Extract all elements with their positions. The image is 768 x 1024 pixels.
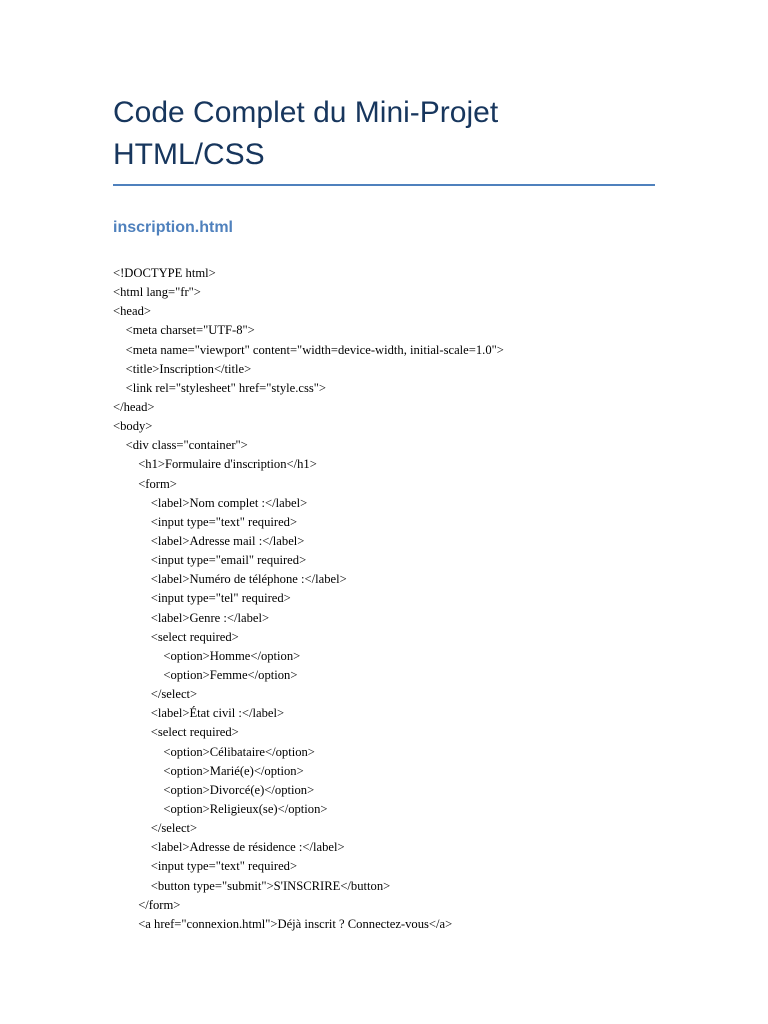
code-line: <select required> <box>113 629 239 644</box>
code-line: <label>État civil :</label> <box>113 706 285 721</box>
code-line: <label>Adresse de résidence :</label> <box>113 840 345 855</box>
code-line: </select> <box>113 821 198 836</box>
code-line: </select> <box>113 687 198 702</box>
code-line: <div class="container"> <box>113 438 248 453</box>
code-line: <a href="connexion.html">Déjà inscrit ? Connectez-vous</a> <box>113 916 453 931</box>
code-block <box>113 264 655 934</box>
code-line: <form> <box>113 476 177 491</box>
document-title-line-2: HTML/CSS <box>113 138 265 171</box>
code-line: <html lang="fr"> <box>113 285 201 300</box>
code-line: <option>Célibataire</option> <box>113 744 315 759</box>
code-line: <option>Marié(e)</option> <box>113 763 304 778</box>
code-line: <select required> <box>113 725 239 740</box>
code-line: <option>Femme</option> <box>113 667 298 682</box>
code-line: <option>Divorcé(e)</option> <box>113 782 315 797</box>
code-line: </form> <box>113 897 181 912</box>
code-line: <body> <box>113 419 153 434</box>
code-line: <input type="email" required> <box>113 553 307 568</box>
section-heading: inscription.html <box>113 219 233 236</box>
code-line: <meta name="viewport" content="width=device-width, initial-scale=1.0"> <box>113 342 504 357</box>
code-line: <link rel="stylesheet" href="style.css"> <box>113 380 326 395</box>
code-line: <!DOCTYPE html> <box>113 266 216 280</box>
code-line: </head> <box>113 399 155 414</box>
code-line: <input type="text" required> <box>113 859 298 874</box>
code-line: <input type="text" required> <box>113 514 298 529</box>
code-line: <option>Religieux(se)</option> <box>113 801 328 816</box>
code-line: <label>Adresse mail :</label> <box>113 533 305 548</box>
code-line: <h1>Formulaire d'inscription</h1> <box>113 457 317 472</box>
document-page <box>113 92 655 934</box>
code-line: <title>Inscription</title> <box>113 361 252 376</box>
document-title <box>113 92 655 186</box>
code-line: <label>Numéro de téléphone :</label> <box>113 572 347 587</box>
code-line: <button type="submit">S'INSCRIRE</button> <box>113 878 391 893</box>
document-title-line-1: Code Complet du Mini-Projet <box>113 96 499 129</box>
code-line: <label>Genre :</label> <box>113 610 270 625</box>
code-line: <option>Homme</option> <box>113 648 301 663</box>
code-line: <head> <box>113 304 151 319</box>
code-line: <input type="tel" required> <box>113 591 291 606</box>
code-line: <meta charset="UTF-8"> <box>113 323 255 338</box>
code-line: <label>Nom complet :</label> <box>113 495 308 510</box>
